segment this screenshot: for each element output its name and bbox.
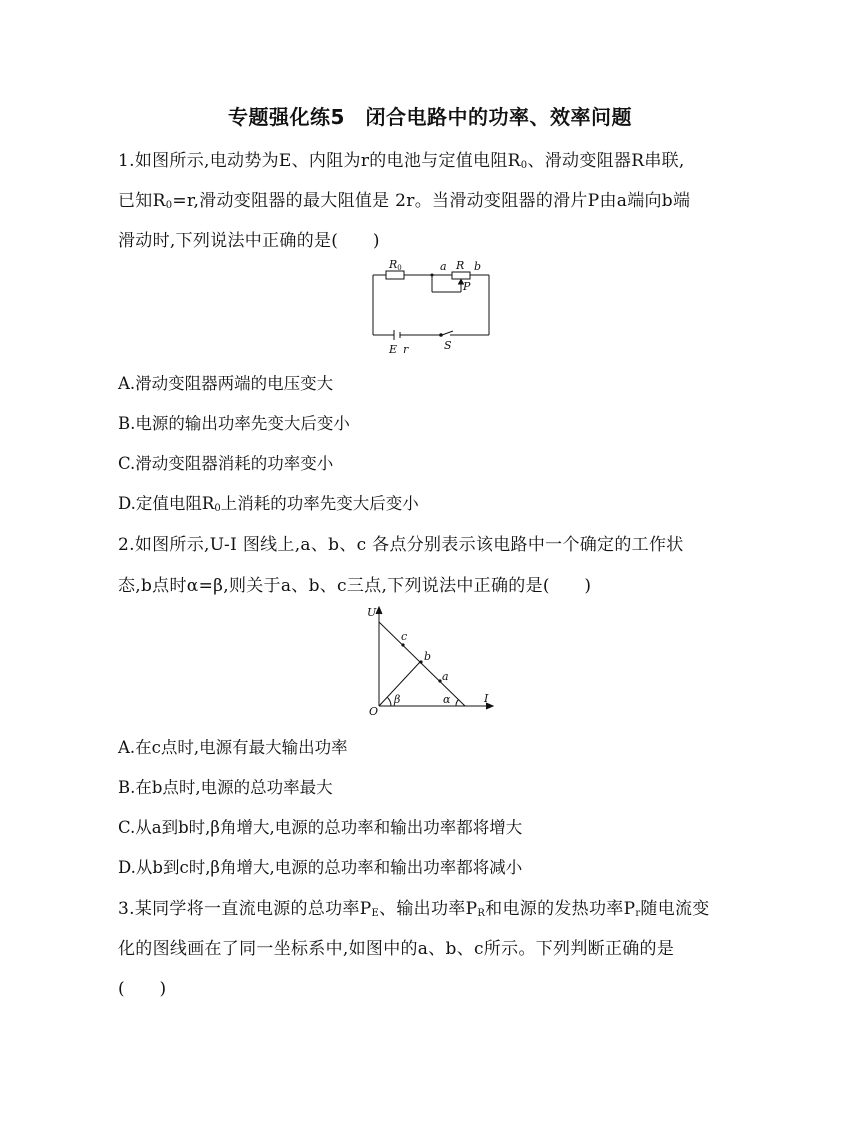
label-u: U	[367, 606, 377, 619]
q3-stem-line-1: 3.某同学将一直流电源的总功率$P_E$、输出功率$P_R$和电源的发热功率$P_r$随电流变	[118, 899, 710, 919]
label-i: I	[484, 692, 489, 705]
label-internal-r: r	[403, 343, 409, 356]
q2-option-a: A.在c点时,电源有最大输出功率	[118, 738, 348, 757]
q1-stem-line-2: 已知$R_0=r$,滑动变阻器的最大阻值是 2r。当滑动变阻器的滑片P由a端向b端	[118, 191, 691, 211]
q1-option-b: B.电源的输出功率先变大后变小	[118, 414, 350, 433]
label-b: b	[474, 260, 482, 273]
page-title: 专题强化练5 闭合电路中的功率、效率问题	[228, 105, 632, 129]
q2-option-b: B.在b点时,电源的总功率最大	[118, 778, 333, 797]
q1-option-d: D.定值电阻$R_0$上消耗的功率先变大后变小	[118, 494, 419, 514]
label-c: c	[401, 630, 408, 643]
q2-option-d: D.从b到c时,β角增大,电源的总功率和输出功率都将减小	[118, 858, 523, 877]
label-s: S	[444, 339, 452, 352]
junction-dot	[431, 274, 434, 277]
q1-option-a: A.滑动变阻器两端的电压变大	[118, 374, 334, 393]
q2-stem-line-1: 2.如图所示,U-I 图线上,a、b、c 各点分别表示该电路中一个确定的工作状	[118, 535, 684, 555]
q2-option-c: C.从a到b时,β角增大,电源的总功率和输出功率都将增大	[118, 818, 523, 837]
q1-stem-line-3: 滑动时,下列说法中正确的是( )	[118, 231, 380, 251]
label-a: a	[440, 260, 447, 273]
label-b: b	[424, 650, 432, 663]
q1-stem-line-1: 1.如图所示,电动势为E、内阻为r的电池与定值电阻$R_0$、滑动变阻器R串联,	[118, 151, 685, 171]
label-alpha: α	[443, 693, 451, 706]
ui-graph	[362, 600, 502, 722]
label-p: P	[463, 280, 471, 293]
label-r: R	[456, 259, 465, 272]
label-o: O	[369, 705, 379, 718]
label-e: E	[389, 343, 398, 356]
label-a: a	[442, 670, 449, 683]
point-b	[419, 660, 422, 663]
q3-stem-line-3: ( )	[118, 979, 167, 999]
point-c	[401, 643, 404, 646]
q2-stem-line-2: 态,b点时α=β,则关于a、b、c三点,下列说法中正确的是( )	[118, 576, 592, 596]
q3-stem-line-2: 化的图线画在了同一坐标系中,如图中的a、b、c所示。下列判断正确的是	[118, 939, 675, 959]
label-r0: R0	[389, 258, 402, 272]
q1-option-c: C.滑动变阻器消耗的功率变小	[118, 454, 334, 473]
label-beta: β	[394, 693, 401, 706]
circuit-diagram	[360, 258, 500, 358]
